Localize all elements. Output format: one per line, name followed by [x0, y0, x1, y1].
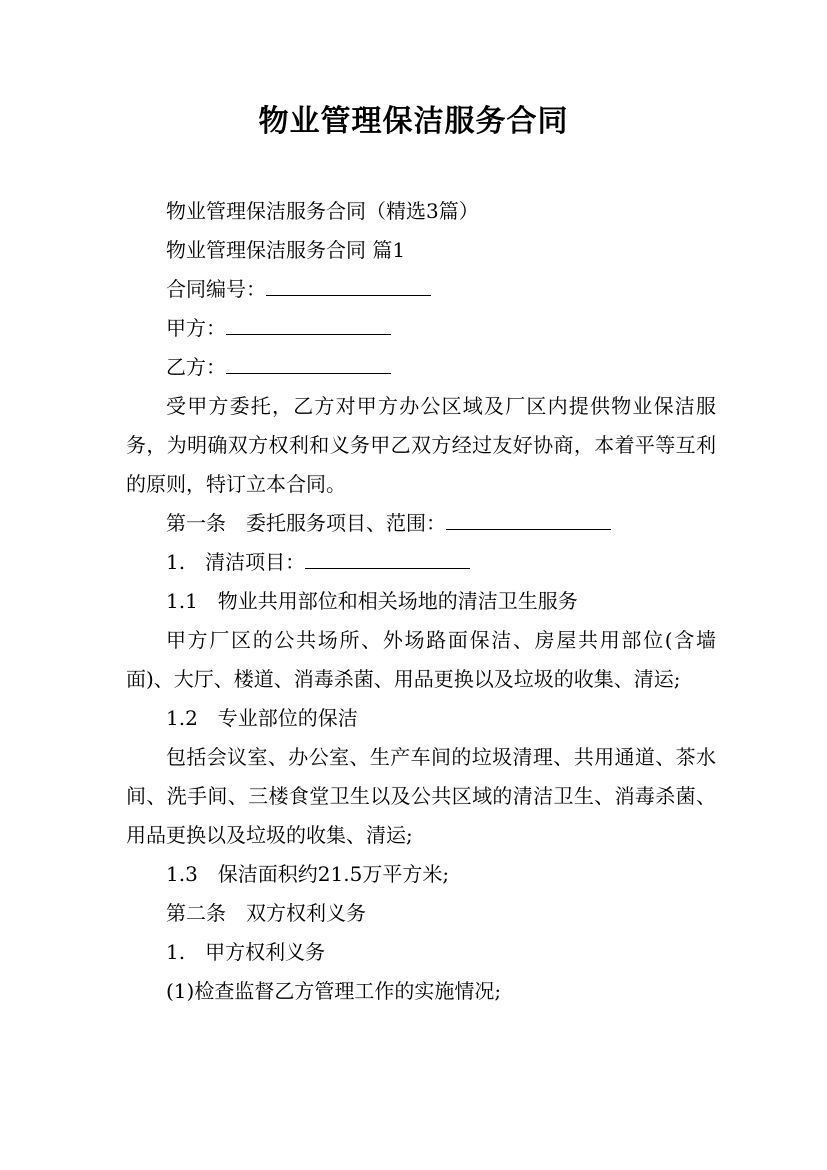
paragraph-1-3: 1.3 保洁面积约21.5万平方米;: [166, 862, 450, 886]
paragraph-1-2-detail: 包括会议室、办公室、生产车间的垃圾清理、共用通道、茶水间、洗手间、三楼食堂卫生以及公共区域的清洁卫生、消毒杀菌、用品更换以及垃圾的收集、清运;: [126, 745, 716, 847]
paragraph-party-a-rights: 1. 甲方权利义务: [166, 940, 326, 964]
paragraph-party-b: 乙方：: [126, 348, 716, 387]
cleaning-items-blank: [305, 550, 470, 569]
paragraph-part-heading: 物业管理保洁服务合同 篇1: [166, 238, 406, 262]
document-title: 物业管理保洁服务合同: [258, 104, 569, 139]
service-scope-blank: [446, 511, 611, 530]
paragraph-1-1-detail: 甲方厂区的公共场所、外场路面保洁、房屋共用部位(含墙面)、大厅、楼道、消毒杀菌、用品更换以及垃圾的收集、清运;: [126, 628, 716, 691]
paragraph-1-2: 1.2 专业部位的保洁: [166, 706, 358, 730]
paragraph-subtitle: 物业管理保洁服务合同（精选3篇）: [166, 199, 479, 223]
paragraph-cleaning-items: 1. 清洁项目：: [126, 543, 716, 582]
paragraph-article-2: 第二条 双方权利义务: [166, 901, 366, 925]
paragraph-item-1: (1)检查监督乙方管理工作的实施情况;: [166, 979, 502, 1003]
paragraph-1-1: 1.1 物业共用部位和相关场地的清洁卫生服务: [166, 589, 578, 613]
party-b-blank: [226, 355, 391, 374]
contract-number-blank: [266, 277, 431, 296]
party-a-blank: [226, 316, 391, 335]
paragraph-contract-number: 合同编号：: [126, 270, 716, 309]
paragraph-party-a: 甲方：: [126, 309, 716, 348]
document-body: [126, 192, 716, 1011]
paragraph-preamble: 受甲方委托，乙方对甲方办公区域及厂区内提供物业保洁服务，为明确双方权利和义务甲乙双方经过友好协商，本着平等互利的原则，特订立本合同。: [126, 394, 716, 496]
paragraph-article-1: 第一条 委托服务项目、范围：: [126, 504, 716, 543]
